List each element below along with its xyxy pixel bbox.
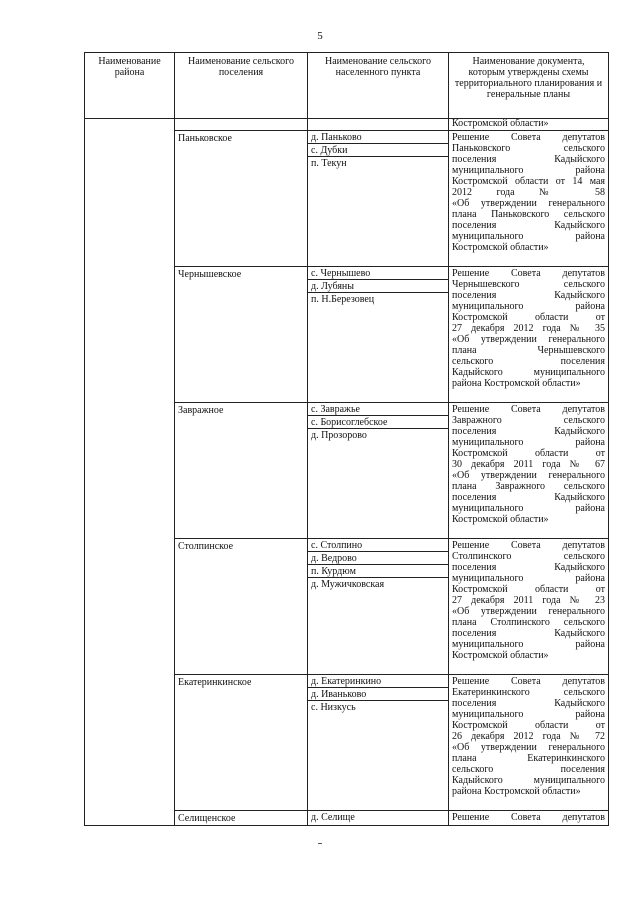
locality-list (308, 403, 449, 538)
settlement-name: Паньковское (175, 131, 308, 266)
header-locality: Наименование сельского населенного пункта (308, 53, 449, 118)
locality-item: п. Текун (311, 158, 347, 169)
document-line: Костромской области» (452, 514, 549, 525)
document-line: района Костромской области» (452, 378, 581, 389)
locality-list (308, 811, 449, 825)
table-row (175, 811, 608, 825)
document-line: Решение Совета депутатов (452, 540, 605, 551)
territorial-planning-table (84, 52, 609, 826)
document-line: плана Чернышевского (452, 345, 605, 356)
document-line: поселения Кадыйского (452, 698, 605, 709)
document-cell (449, 267, 608, 402)
document-line: Решение Совета депутатов (452, 676, 605, 687)
table-rows (175, 119, 608, 825)
document-line: «Об утверждении генерального (452, 606, 605, 617)
document-line: Костромской области от (452, 720, 605, 731)
document-line: поселения Кадыйского (452, 426, 605, 437)
continuation-text: Костромской области» (452, 119, 549, 129)
document-line: Столпинского сельского (452, 551, 605, 562)
locality-item: д. Иваньково (308, 688, 448, 701)
document-cell (449, 539, 608, 674)
locality-list (308, 539, 449, 674)
locality-item: д. Паньково (308, 131, 448, 144)
header-settlement: Наименование сельского поселения (175, 53, 308, 118)
table-body (85, 119, 608, 825)
settlement-name: Селищенское (175, 811, 308, 825)
document-line: 30 декабря 2011 года № 67 (452, 459, 605, 470)
document-line: Костромской области» (452, 242, 549, 253)
document-line: 27 декабря 2011 года № 23 (452, 595, 605, 606)
document-cell (449, 811, 608, 825)
document-line: Решение Совета депутатов (452, 812, 605, 823)
locality-list (308, 675, 449, 810)
document-line: муниципального района (452, 503, 605, 514)
document-line: «Об утверждении генерального (452, 470, 605, 481)
table-header (85, 53, 608, 119)
document-line: Завражного сельского (452, 415, 605, 426)
table-row (175, 267, 608, 403)
continuation-row (175, 119, 608, 131)
settlement-name: Екатеринкинское (175, 675, 308, 810)
table-row (175, 131, 608, 267)
locality-item: с. Столпино (308, 539, 448, 552)
document-line: муниципального района (452, 231, 605, 242)
table-row (175, 675, 608, 811)
document-line: «Об утверждении генерального (452, 198, 605, 209)
locality-item: д. Ведрово (308, 552, 448, 565)
document-line: плана Паньковского сельского (452, 209, 605, 220)
document-line: поселения Кадыйского (452, 492, 605, 503)
locality-item: д. Прозорово (311, 430, 367, 441)
document-line: муниципального района (452, 301, 605, 312)
document-line: Паньковского сельского (452, 143, 605, 154)
scan-mark (318, 843, 322, 844)
document-line: Решение Совета депутатов (452, 132, 605, 143)
document-line: Костромской области от (452, 312, 605, 323)
document-line: Костромской области от 14 мая (452, 176, 605, 187)
document-line: муниципального района (452, 165, 605, 176)
locality-item: д. Селище (311, 812, 355, 823)
settlement-groups (175, 131, 608, 825)
document-line: «Об утверждении генерального (452, 742, 605, 753)
document-line: Решение Совета депутатов (452, 268, 605, 279)
document-line: муниципального района (452, 573, 605, 584)
table-row (175, 403, 608, 539)
document-line: поселения Кадыйского (452, 628, 605, 639)
document-line: муниципального района (452, 437, 605, 448)
locality-list (308, 131, 449, 266)
document-line: поселения Кадыйского (452, 154, 605, 165)
document-line: Чернышевского сельского (452, 279, 605, 290)
document-line: Екатеринкинского сельского (452, 687, 605, 698)
document-line: муниципального района (452, 709, 605, 720)
document-line: сельского поселения (452, 356, 605, 367)
locality-item: с. Низкусь (311, 702, 356, 713)
document-line: сельского поселения (452, 764, 605, 775)
document-line: Кадыйского муниципального (452, 367, 605, 378)
document-line: «Об утверждении генерального (452, 334, 605, 345)
locality-item: с. Борисоглебское (308, 416, 448, 429)
table-row (175, 539, 608, 675)
locality-item: д. Лубяны (308, 280, 448, 293)
settlement-name: Столпинское (175, 539, 308, 674)
locality-item: п. Н.Березовец (311, 294, 375, 305)
document-line: плана Столпинского сельского (452, 617, 605, 628)
locality-item: с. Завражье (308, 403, 448, 416)
document-cell (449, 131, 608, 266)
document-line: Решение Совета депутатов (452, 404, 605, 415)
document-line: плана Екатеринкинского (452, 753, 605, 764)
document-cell (449, 403, 608, 538)
district-cell (85, 119, 175, 825)
header-document: Наименование документа, которым утверждены схемы территориального планирования и генеральные планы (454, 56, 603, 100)
document-line: Костромской области» (452, 650, 549, 661)
page-number: 5 (317, 30, 323, 42)
document-line: поселения Кадыйского (452, 220, 605, 231)
document-line: муниципального района (452, 639, 605, 650)
document-cell (449, 675, 608, 810)
locality-item: д. Екатеринкино (308, 675, 448, 688)
document-line: Кадыйского муниципального (452, 775, 605, 786)
document-line: поселения Кадыйского (452, 290, 605, 301)
document-line: 2012 года № 58 (452, 187, 605, 198)
document-line: Костромской области от (452, 448, 605, 459)
settlement-name: Чернышевское (175, 267, 308, 402)
locality-list (308, 267, 449, 402)
locality-item: с. Дубки (308, 144, 448, 157)
locality-item: д. Мужичковская (311, 579, 385, 590)
document-line: Костромской области от (452, 584, 605, 595)
document-line: 27 декабря 2012 года № 35 (452, 323, 605, 334)
document-line: 26 декабря 2012 года № 72 (452, 731, 605, 742)
header-district: Наименование района (85, 53, 175, 118)
document-line: поселения Кадыйского (452, 562, 605, 573)
document-line: плана Завражного сельского (452, 481, 605, 492)
locality-item: с. Чернышево (308, 267, 448, 280)
locality-item: п. Курдюм (308, 565, 448, 578)
document-line: района Костромской области» (452, 786, 581, 797)
settlement-name: Завражное (175, 403, 308, 538)
